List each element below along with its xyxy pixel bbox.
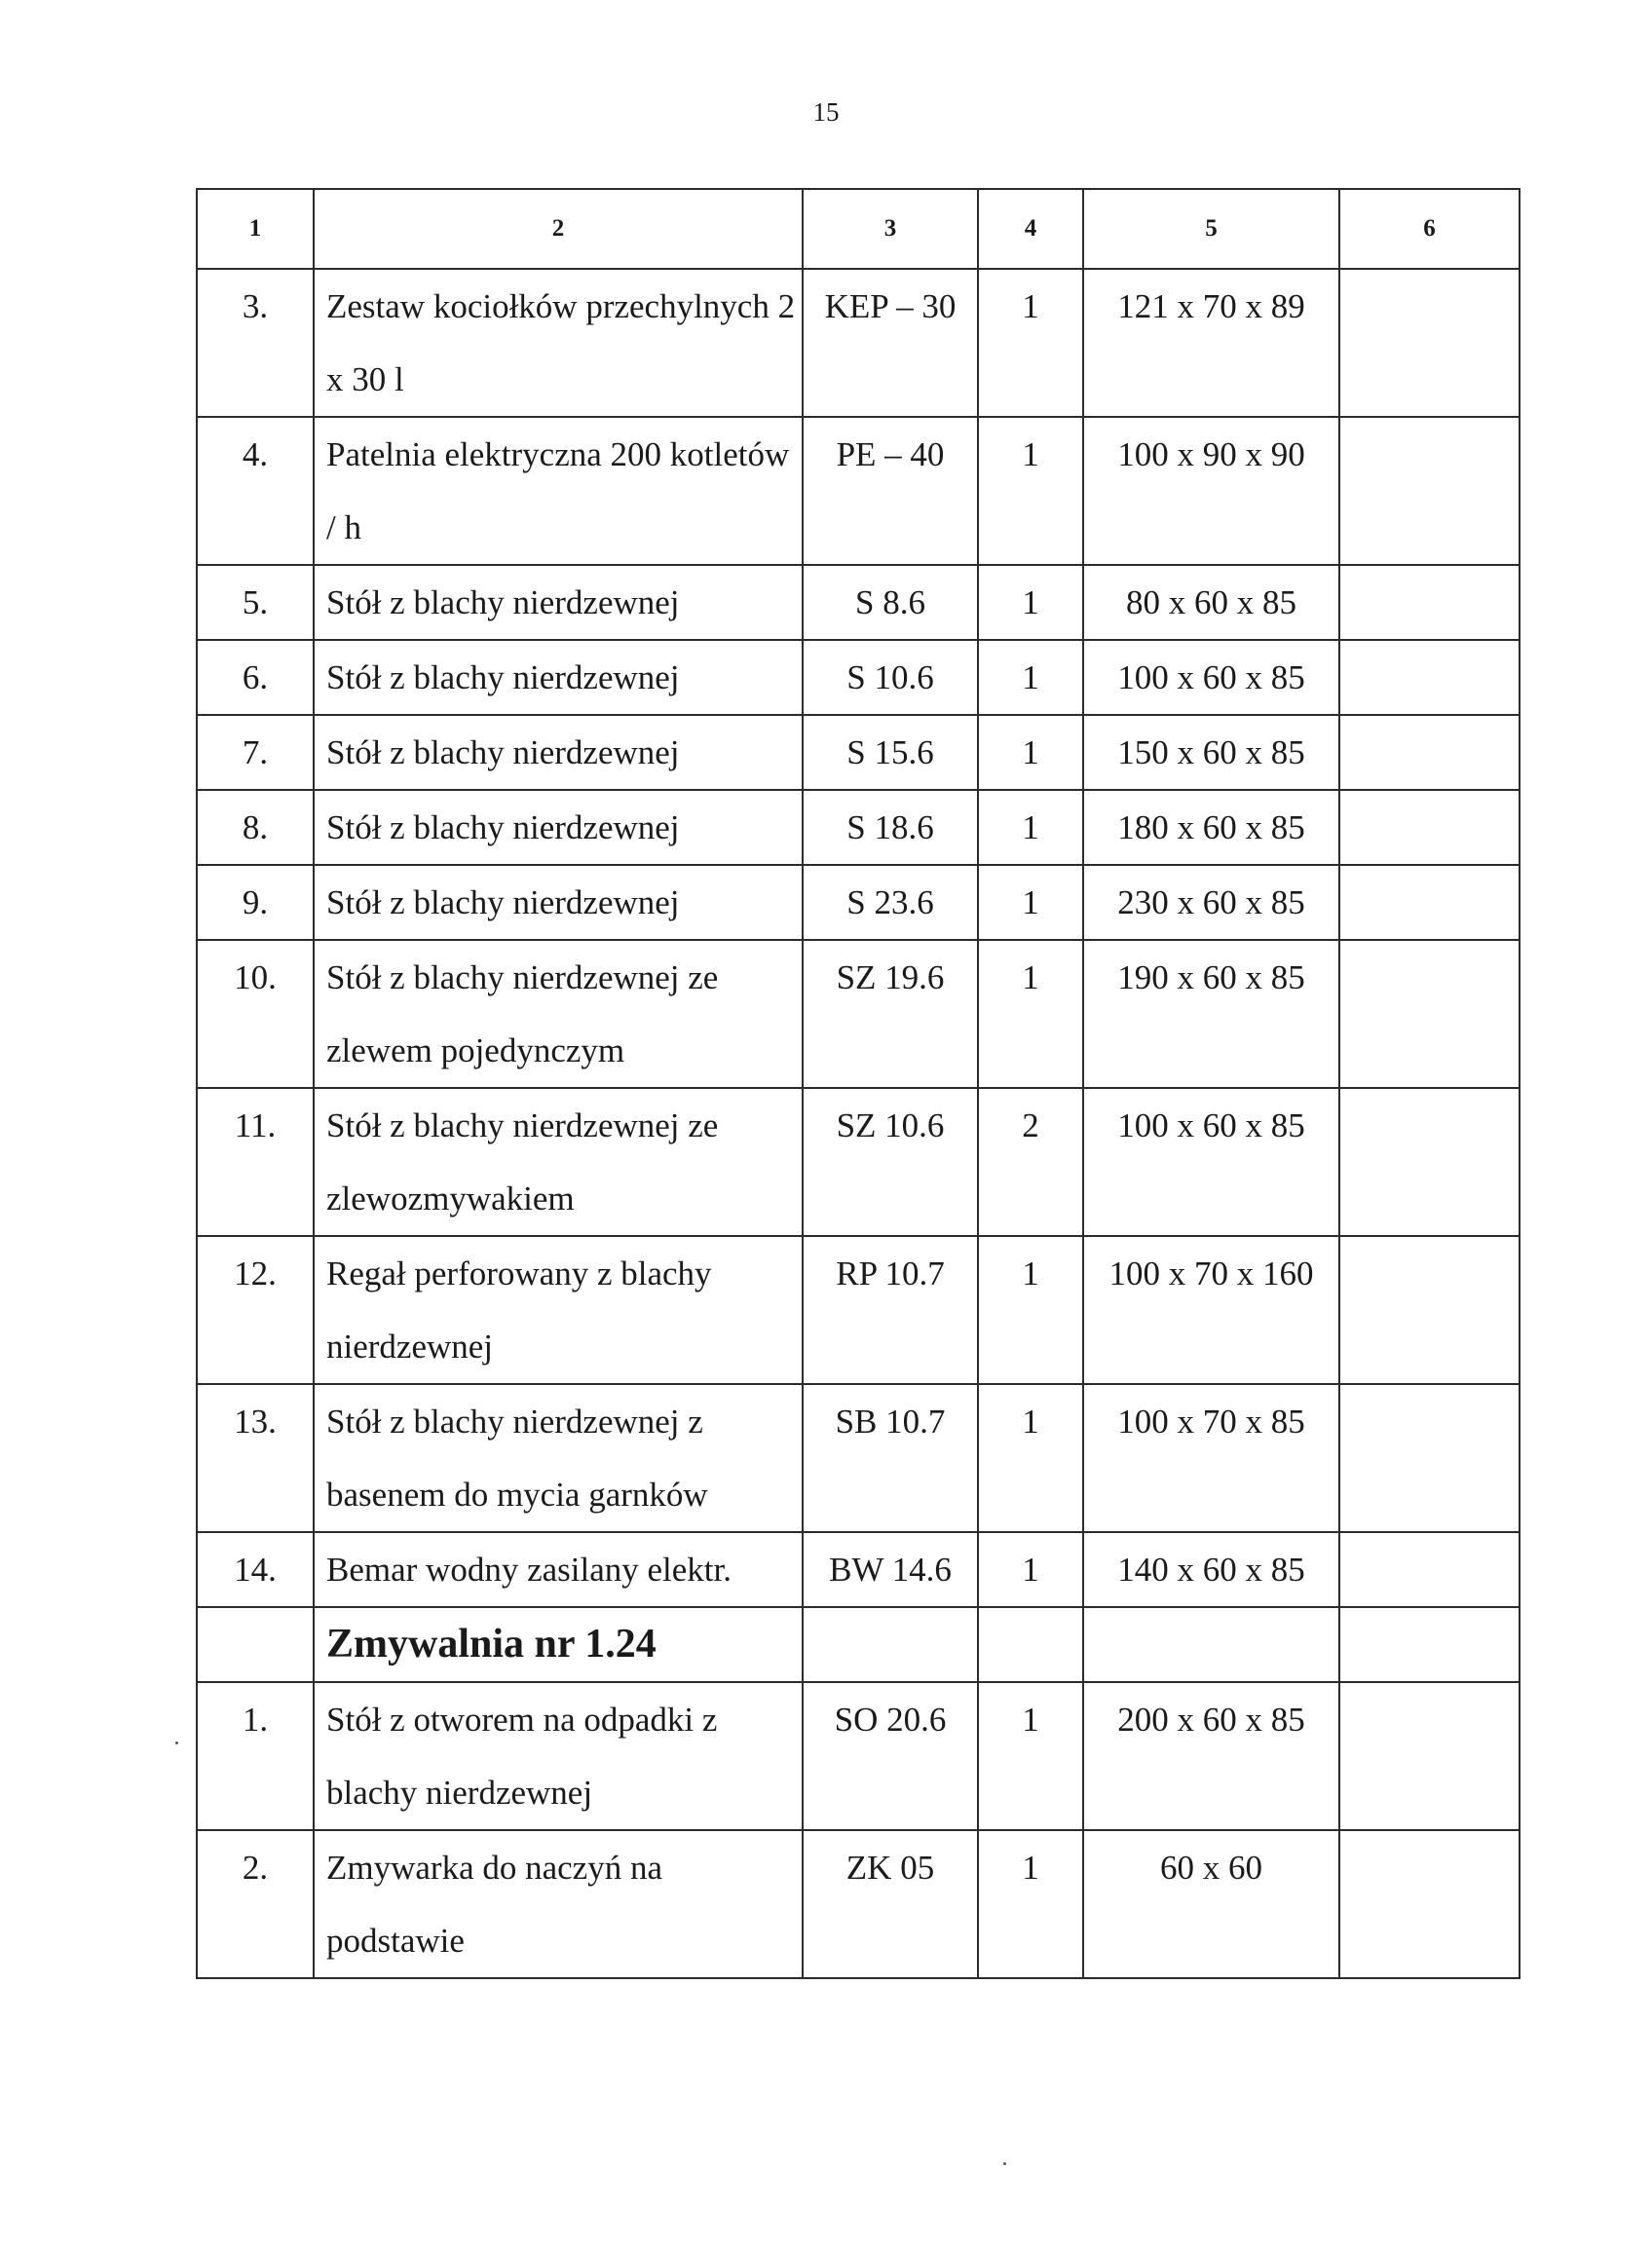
cell-number: 6. (197, 640, 314, 715)
cell-quantity: 2 (978, 1088, 1083, 1236)
cell-code: BW 14.6 (803, 1532, 978, 1607)
table-row (197, 1682, 1520, 1830)
cell-notes (1339, 640, 1520, 715)
column-header-6: 6 (1339, 189, 1520, 269)
column-header-3: 3 (803, 189, 978, 269)
cell-number: 13. (197, 1384, 314, 1532)
page-number: 15 (812, 97, 840, 127)
cell-code: PE – 40 (803, 417, 978, 565)
cell-quantity: 1 (978, 1830, 1083, 1978)
cell-dimensions: 100 x 60 x 85 (1083, 1088, 1339, 1236)
cell-notes (1339, 940, 1520, 1088)
cell-code: S 23.6 (803, 865, 978, 940)
cell-item-name: Stół z blachy nierdzewnej (314, 565, 803, 640)
cell-notes (1339, 715, 1520, 790)
column-header-5: 5 (1083, 189, 1339, 269)
cell-dimensions: 100 x 60 x 85 (1083, 640, 1339, 715)
table-row (197, 1088, 1520, 1236)
cell-item-name: Zestaw kociołków przechylnych 2 x 30 l (314, 269, 803, 417)
cell-notes (1339, 1384, 1520, 1532)
cell-quantity: 1 (978, 269, 1083, 417)
cell-code: S 15.6 (803, 715, 978, 790)
column-header-4: 4 (978, 189, 1083, 269)
cell-quantity: 1 (978, 790, 1083, 865)
cell-item-name: Stół z blachy nierdzewnej (314, 640, 803, 715)
cell-quantity: 1 (978, 417, 1083, 565)
table-row (197, 1830, 1520, 1978)
cell-number: 10. (197, 940, 314, 1088)
cell-dimensions: 190 x 60 x 85 (1083, 940, 1339, 1088)
table-row (197, 715, 1520, 790)
cell-quantity: 1 (978, 940, 1083, 1088)
table-row (197, 1236, 1520, 1384)
cell-notes (1339, 1830, 1520, 1978)
table-row (197, 790, 1520, 865)
cell-code: SZ 19.6 (803, 940, 978, 1088)
table-body (197, 269, 1520, 1978)
scan-speck (175, 1741, 178, 1744)
cell-number: 3. (197, 269, 314, 417)
cell-dimensions: 180 x 60 x 85 (1083, 790, 1339, 865)
cell-dimensions: 150 x 60 x 85 (1083, 715, 1339, 790)
cell-number (197, 1607, 314, 1682)
cell-number: 8. (197, 790, 314, 865)
cell-quantity: 1 (978, 865, 1083, 940)
scan-speck (1003, 2162, 1006, 2165)
cell-item-name: Patelnia elektryczna 200 kotletów / h (314, 417, 803, 565)
table-row (197, 1384, 1520, 1532)
cell-dimensions: 60 x 60 (1083, 1830, 1339, 1978)
table-row (197, 1532, 1520, 1607)
cell-item-name: Bemar wodny zasilany elektr. (314, 1532, 803, 1607)
cell-quantity: 1 (978, 1384, 1083, 1532)
cell-quantity: 1 (978, 1236, 1083, 1384)
cell-number: 5. (197, 565, 314, 640)
cell-dimensions: 140 x 60 x 85 (1083, 1532, 1339, 1607)
cell-dimensions: 100 x 70 x 160 (1083, 1236, 1339, 1384)
cell-number: 14. (197, 1532, 314, 1607)
cell-item-name: Stół z blachy nierdzewnej ze zlewem pojedynczym (314, 940, 803, 1088)
cell-quantity: 1 (978, 640, 1083, 715)
cell-item-name: Stół z blachy nierdzewnej (314, 715, 803, 790)
equipment-table (196, 188, 1521, 1979)
cell-dimensions: 230 x 60 x 85 (1083, 865, 1339, 940)
cell-number: 12. (197, 1236, 314, 1384)
cell-code: S 18.6 (803, 790, 978, 865)
column-header-2: 2 (314, 189, 803, 269)
cell-item-name: Stół z blachy nierdzewnej ze zlewozmywakiem (314, 1088, 803, 1236)
cell-dimensions (1083, 1607, 1339, 1682)
cell-quantity: 1 (978, 1682, 1083, 1830)
cell-notes (1339, 565, 1520, 640)
cell-dimensions: 200 x 60 x 85 (1083, 1682, 1339, 1830)
cell-code (803, 1607, 978, 1682)
table-row (197, 417, 1520, 565)
cell-notes (1339, 1088, 1520, 1236)
section-row (197, 1607, 1520, 1682)
cell-notes (1339, 1532, 1520, 1607)
cell-code: SB 10.7 (803, 1384, 978, 1532)
cell-item-name: Stół z otworem na odpadki z blachy nierdzewnej (314, 1682, 803, 1830)
cell-quantity (978, 1607, 1083, 1682)
cell-number: 7. (197, 715, 314, 790)
table-row (197, 269, 1520, 417)
cell-item-name: Zmywarka do naczyń na podstawie (314, 1830, 803, 1978)
table-row (197, 940, 1520, 1088)
cell-code: SZ 10.6 (803, 1088, 978, 1236)
cell-code: KEP – 30 (803, 269, 978, 417)
table-row (197, 565, 1520, 640)
cell-code: S 8.6 (803, 565, 978, 640)
cell-quantity: 1 (978, 715, 1083, 790)
cell-item-name: Stół z blachy nierdzewnej z basenem do mycia garnków (314, 1384, 803, 1532)
table-row (197, 640, 1520, 715)
cell-notes (1339, 790, 1520, 865)
cell-code: S 10.6 (803, 640, 978, 715)
cell-number: 4. (197, 417, 314, 565)
cell-number: 9. (197, 865, 314, 940)
header-row (197, 189, 1520, 269)
cell-number: 2. (197, 1830, 314, 1978)
cell-dimensions: 121 x 70 x 89 (1083, 269, 1339, 417)
cell-notes (1339, 269, 1520, 417)
cell-dimensions: 100 x 90 x 90 (1083, 417, 1339, 565)
cell-number: 11. (197, 1088, 314, 1236)
cell-notes (1339, 1607, 1520, 1682)
cell-item-name: Stół z blachy nierdzewnej (314, 865, 803, 940)
cell-code: RP 10.7 (803, 1236, 978, 1384)
cell-notes (1339, 417, 1520, 565)
cell-number: 1. (197, 1682, 314, 1830)
cell-notes (1339, 865, 1520, 940)
table-row (197, 865, 1520, 940)
cell-code: SO 20.6 (803, 1682, 978, 1830)
column-header-1: 1 (197, 189, 314, 269)
cell-item-name: Regał perforowany z blachy nierdzewnej (314, 1236, 803, 1384)
cell-item-name: Stół z blachy nierdzewnej (314, 790, 803, 865)
cell-dimensions: 80 x 60 x 85 (1083, 565, 1339, 640)
section-title: Zmywalnia nr 1.24 (314, 1607, 803, 1682)
cell-code: ZK 05 (803, 1830, 978, 1978)
cell-notes (1339, 1236, 1520, 1384)
cell-quantity: 1 (978, 565, 1083, 640)
cell-notes (1339, 1682, 1520, 1830)
cell-quantity: 1 (978, 1532, 1083, 1607)
cell-dimensions: 100 x 70 x 85 (1083, 1384, 1339, 1532)
